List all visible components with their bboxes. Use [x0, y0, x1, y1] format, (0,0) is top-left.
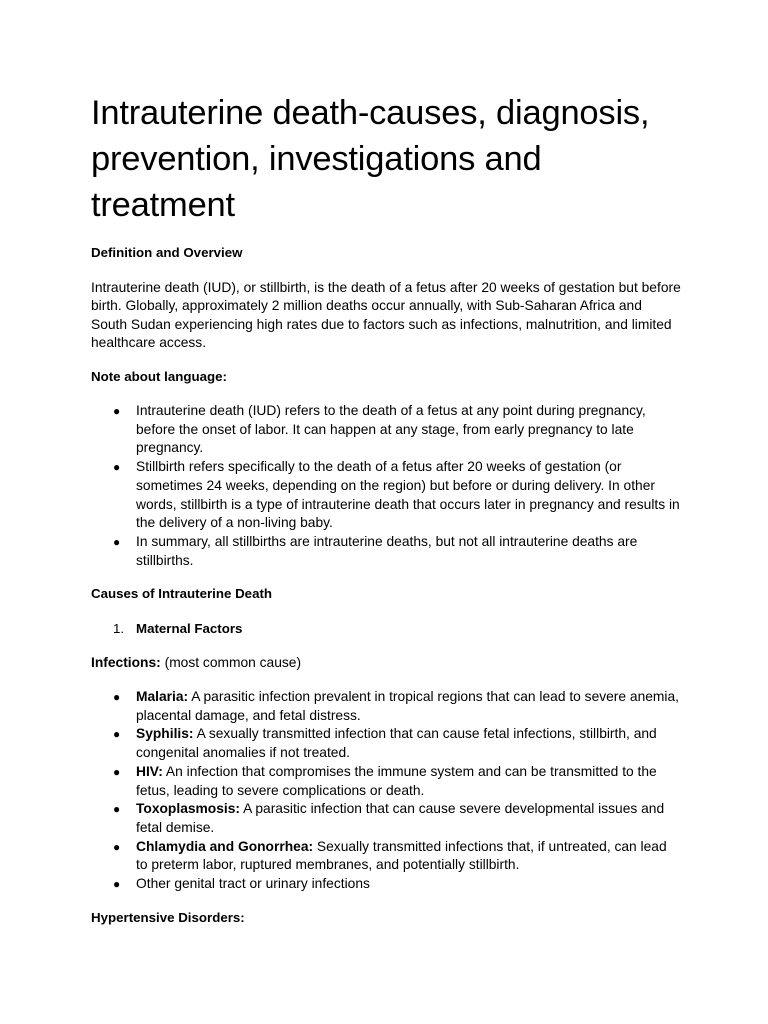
list-item-text: Stillbirth refers specifically to the death of a fetus after 20 weeks of gestation (or sometimes 24 weeks, depending on the region) but before or during delivery. In other words, stillbirth is a type of intrauterine death that occurs later in pregnancy and results in the delivery of a non-living baby. — [136, 459, 680, 531]
infection-term: Syphilis: — [136, 726, 194, 742]
bullet-icon: ● — [113, 839, 121, 854]
language-list — [91, 402, 681, 570]
infection-text: A parasitic infection prevalent in tropical regions that can lead to severe anemia, placental damage, and fetal distress. — [136, 689, 679, 723]
list-item — [91, 620, 681, 639]
list-item — [91, 800, 681, 837]
list-item — [91, 838, 681, 875]
infection-text: A sexually transmitted infection that can cause fetal infections, stillbirth, and congenital anomalies if not treated. — [136, 726, 657, 761]
infection-term: Chlamydia and Gonorrhea: — [136, 838, 314, 854]
infection-term: Malaria: — [136, 689, 189, 705]
list-item — [91, 725, 681, 762]
list-item — [91, 402, 681, 458]
bullet-icon: ● — [113, 802, 121, 817]
definition-paragraph: Intrauterine death (IUD), or stillbirth, is the death of a fetus after 20 weeks of gestation but before birth. Globally, approximately 2 million deaths occur annually, with Sub-Saharan Africa and South Sudan experiencing high rates due to factors such as infections, malnutrition, and limited healthcare access. — [91, 279, 681, 350]
definition-heading: Definition and Overview — [91, 245, 243, 260]
infections-list — [91, 688, 681, 894]
list-item — [91, 533, 681, 570]
list-item-text: Intrauterine death (IUD) refers to the death of a fetus at any point during pregnancy, before the onset of labor. It can happen at any stage, from early pregnancy to late pregnancy. — [136, 403, 646, 456]
bullet-icon: ● — [113, 460, 121, 475]
list-item-text: Maternal Factors — [136, 620, 243, 636]
infection-text: An infection that compromises the immune system and can be transmitted to the fetus, leading to severe complications or death. — [136, 763, 657, 798]
language-heading: Note about language: — [91, 368, 227, 384]
infection-term: Toxoplasmosis: — [136, 801, 241, 817]
infections-line — [91, 654, 681, 673]
document-title: Intrauterine death-causes, diagnosis, prevention, investigations and treatment — [91, 94, 650, 224]
list-number: 1. — [113, 620, 125, 636]
infections-note: (most common cause) — [160, 654, 302, 670]
bullet-icon: ● — [113, 690, 121, 705]
list-item — [91, 875, 681, 894]
bullet-icon: ● — [113, 877, 121, 892]
infection-text: Other genital tract or urinary infections — [136, 876, 370, 892]
causes-heading: Causes of Intrauterine Death — [91, 586, 273, 602]
infection-term: HIV: — [136, 763, 163, 779]
bullet-icon: ● — [113, 764, 121, 779]
list-item — [91, 763, 681, 800]
bullet-icon: ● — [113, 727, 121, 742]
infection-text: Sexually transmitted infections that, if untreated, can lead to preterm labor, ruptured membranes, and potentially stillbirth. — [136, 838, 667, 873]
causes-list — [91, 620, 681, 639]
bullet-icon: ● — [113, 534, 121, 549]
document-page — [91, 90, 681, 927]
list-item-text: In summary, all stillbirths are intrauterine deaths, but not all intrauterine deaths are stillbirths. — [136, 533, 638, 568]
hypertensive-heading: Hypertensive Disorders: — [91, 909, 245, 925]
list-item — [91, 688, 681, 725]
infection-text: A parasitic infection that can cause severe developmental issues and fetal demise. — [136, 801, 665, 835]
list-item — [91, 458, 681, 533]
infections-label: Infections: — [91, 654, 161, 670]
bullet-icon: ● — [113, 404, 121, 418]
